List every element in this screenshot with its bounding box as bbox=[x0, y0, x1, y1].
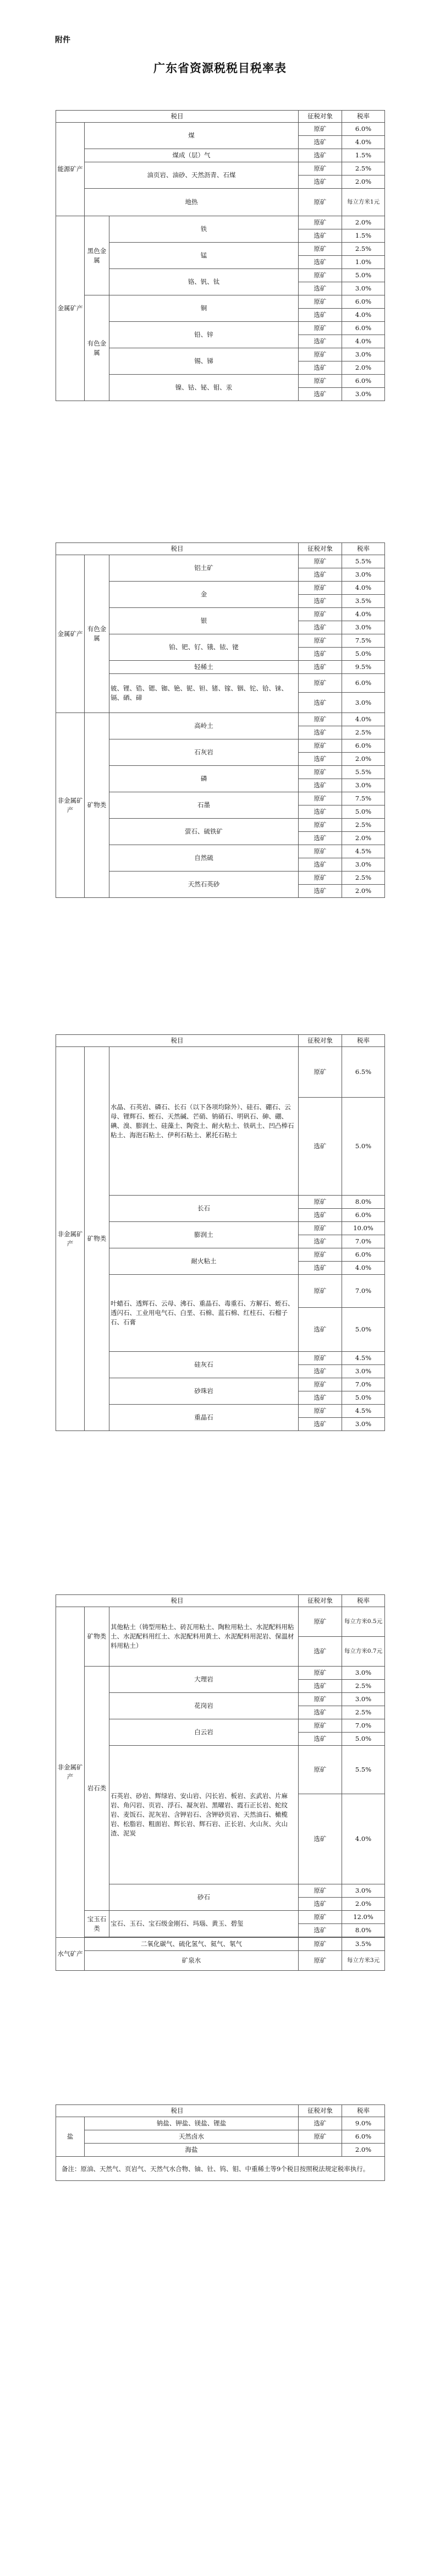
rate-cell: 6.0% bbox=[342, 2130, 385, 2144]
object-cell: 选矿 bbox=[299, 648, 342, 661]
rate-cell: 7.0% bbox=[342, 1235, 385, 1248]
item-name: 钠盐、钾盐、镁盐、锂盐 bbox=[85, 2117, 299, 2130]
category-cell: 能源矿产 bbox=[56, 123, 85, 216]
object-cell: 选矿 bbox=[299, 885, 342, 898]
rate-cell: 5.5% bbox=[342, 766, 385, 779]
header-item: 税目 bbox=[56, 543, 299, 555]
subcategory-cell: 有色金属 bbox=[85, 295, 109, 401]
rate-cell: 3.0% bbox=[342, 282, 385, 295]
rate-cell: 6.0% bbox=[342, 295, 385, 309]
object-cell: 选矿 bbox=[299, 1235, 342, 1248]
rate-cell: 6.0% bbox=[342, 739, 385, 753]
rate-cell: 5.0% bbox=[342, 1308, 385, 1352]
object-cell: 选矿 bbox=[299, 779, 342, 792]
object-cell: 原矿 bbox=[299, 295, 342, 309]
rate-cell: 1.0% bbox=[342, 256, 385, 269]
object-cell: 选矿 bbox=[299, 136, 342, 149]
object-cell: 原矿 bbox=[299, 1378, 342, 1391]
subcategory-cell: 有色金属 bbox=[85, 555, 109, 713]
category-cell: 金属矿产 bbox=[56, 555, 85, 713]
rate-cell: 6.5% bbox=[342, 1047, 385, 1098]
item-name: 石墨 bbox=[109, 792, 299, 819]
subcategory-cell: 宝玉石类 bbox=[85, 1911, 109, 1937]
object-cell: 原矿 bbox=[299, 1719, 342, 1733]
object-cell: 原矿 bbox=[299, 269, 342, 282]
object-cell: 原矿 bbox=[299, 1911, 342, 1924]
object-cell: 原矿 bbox=[299, 766, 342, 779]
item-name: 膨润土 bbox=[109, 1222, 299, 1248]
rate-cell: 4.0% bbox=[342, 582, 385, 595]
rate-cell: 6.0% bbox=[342, 375, 385, 388]
object-cell: 原矿 bbox=[299, 1196, 342, 1209]
object-cell: 选矿 bbox=[299, 595, 342, 608]
object-cell: 选矿 bbox=[299, 1418, 342, 1431]
rate-cell: 6.0% bbox=[342, 674, 385, 693]
item-name: 铅、锌 bbox=[109, 322, 299, 348]
object-cell: 原矿 bbox=[299, 674, 342, 693]
object-cell: 选矿 bbox=[299, 2117, 342, 2130]
category-cell: 非金属矿产 bbox=[56, 713, 85, 898]
rate-cell: 2.5% bbox=[342, 819, 385, 832]
item-name: 锰 bbox=[109, 243, 299, 269]
header-object: 征税对象 bbox=[299, 2105, 342, 2117]
object-cell: 选矿 bbox=[299, 568, 342, 582]
rate-cell: 6.0% bbox=[342, 1248, 385, 1262]
rate-cell: 每立方米1元 bbox=[342, 189, 385, 216]
category-cell: 非金属矿产 bbox=[56, 1607, 85, 1938]
object-cell: 原矿 bbox=[299, 1693, 342, 1706]
rate-cell: 2.5% bbox=[342, 726, 385, 739]
item-name: 白云岩 bbox=[109, 1719, 299, 1746]
object-cell: 原矿 bbox=[299, 1607, 342, 1637]
item-name: 宝石、玉石、宝石级金刚石、玛瑙、黄玉、碧玺 bbox=[109, 1911, 299, 1937]
header-object: 征税对象 bbox=[299, 1595, 342, 1607]
rate-cell: 1.5% bbox=[342, 149, 385, 162]
table-header-row bbox=[56, 2105, 385, 2117]
rate-cell: 4.5% bbox=[342, 1352, 385, 1365]
object-cell: 原矿 bbox=[299, 1667, 342, 1680]
item-name: 萤石、硫铁矿 bbox=[109, 819, 299, 845]
table-header-row bbox=[56, 543, 385, 555]
item-name: 天然石英砂 bbox=[109, 872, 299, 898]
rate-cell: 5.0% bbox=[342, 1098, 385, 1196]
rate-cell: 8.0% bbox=[342, 1196, 385, 1209]
item-name: 石灰岩 bbox=[109, 739, 299, 766]
subcategory-cell: 矿物类 bbox=[85, 713, 109, 898]
item-name: 锡、锑 bbox=[109, 348, 299, 375]
object-cell: 原矿 bbox=[299, 1248, 342, 1262]
rate-cell: 4.0% bbox=[342, 1794, 385, 1884]
rate-cell: 2.0% bbox=[342, 885, 385, 898]
item-name: 地热 bbox=[85, 189, 299, 216]
rate-cell: 5.0% bbox=[342, 805, 385, 819]
rate-cell: 6.0% bbox=[342, 1209, 385, 1222]
object-cell: 选矿 bbox=[299, 1898, 342, 1911]
item-name: 银 bbox=[109, 608, 299, 634]
item-name: 铁 bbox=[109, 216, 299, 243]
item-name: 煤成（层）气 bbox=[85, 149, 299, 162]
rate-cell: 3.0% bbox=[342, 1693, 385, 1706]
rate-cell: 9.0% bbox=[342, 2117, 385, 2130]
object-cell: 原矿 bbox=[299, 243, 342, 256]
rate-cell: 7.0% bbox=[342, 1378, 385, 1391]
object-cell: 原矿 bbox=[299, 1222, 342, 1235]
object-cell: 选矿 bbox=[299, 1794, 342, 1884]
object-cell: 选矿 bbox=[299, 1680, 342, 1693]
rate-cell: 3.0% bbox=[342, 1418, 385, 1431]
object-cell: 选矿 bbox=[299, 1733, 342, 1746]
rate-cell: 3.0% bbox=[342, 348, 385, 361]
object-cell: 选矿 bbox=[299, 256, 342, 269]
rate-cell: 3.0% bbox=[342, 1667, 385, 1680]
header-item: 税目 bbox=[56, 1595, 299, 1607]
rate-cell: 1.5% bbox=[342, 229, 385, 243]
object-cell: 选矿 bbox=[299, 388, 342, 401]
header-item: 税目 bbox=[56, 2105, 299, 2117]
subcategory-cell: 岩石类 bbox=[85, 1667, 109, 1911]
rate-cell: 4.0% bbox=[342, 1262, 385, 1275]
object-cell: 原矿 bbox=[299, 1746, 342, 1794]
rate-cell: 5.5% bbox=[342, 555, 385, 568]
item-name: 自然硫 bbox=[109, 845, 299, 872]
subcategory-cell: 矿物类 bbox=[85, 1047, 109, 1431]
item-name: 轻稀土 bbox=[109, 661, 299, 674]
rate-cell: 2.5% bbox=[342, 243, 385, 256]
rate-cell: 3.0% bbox=[342, 858, 385, 872]
document-title: 广东省资源税税目税率表 bbox=[153, 62, 287, 75]
object-cell: 原矿 bbox=[299, 322, 342, 335]
table-header-row bbox=[56, 1595, 385, 1607]
item-name: 叶蜡石、透辉石、云母、沸石、重晶石、毒重石、方解石、蛭石、透闪石、工业用电气石、白垩、石棉、蓝石棉、红柱石、石榴子石、石膏 bbox=[109, 1275, 299, 1352]
item-name: 天然卤水 bbox=[85, 2130, 299, 2144]
object-cell: 原矿 bbox=[299, 1884, 342, 1898]
item-name: 花岗岩 bbox=[109, 1693, 299, 1719]
subcategory-cell: 矿物类 bbox=[85, 1607, 109, 1667]
rate-cell: 4.5% bbox=[342, 845, 385, 858]
object-cell: 选矿 bbox=[299, 149, 342, 162]
object-cell: 原矿 bbox=[299, 634, 342, 648]
rate-cell: 3.0% bbox=[342, 568, 385, 582]
object-cell: 原矿 bbox=[299, 1951, 342, 1971]
header-item: 税目 bbox=[56, 111, 299, 123]
rate-cell: 4.0% bbox=[342, 335, 385, 348]
object-cell: 选矿 bbox=[299, 1209, 342, 1222]
item-name: 矿泉水 bbox=[85, 1951, 299, 1971]
object-cell: 原矿 bbox=[299, 1405, 342, 1418]
object-cell: 原矿 bbox=[299, 608, 342, 621]
item-name: 海盐 bbox=[85, 2144, 299, 2157]
object-cell: 原矿 bbox=[299, 1275, 342, 1308]
category-cell: 水气矿产 bbox=[56, 1938, 85, 1971]
object-cell: 原矿 bbox=[299, 2130, 342, 2144]
rate-cell: 7.0% bbox=[342, 1719, 385, 1733]
table-header-row bbox=[56, 1035, 385, 1047]
object-cell: 原矿 bbox=[299, 216, 342, 229]
header-rate: 税率 bbox=[342, 1595, 385, 1607]
rate-cell: 2.5% bbox=[342, 1706, 385, 1719]
rate-cell: 2.5% bbox=[342, 1680, 385, 1693]
rate-cell: 3.5% bbox=[342, 1938, 385, 1951]
object-cell: 选矿 bbox=[299, 858, 342, 872]
item-name: 其他粘土（铸型用粘土、砖瓦用粘土、陶粒用粘土、水泥配料用粘土、水泥配料用红土、水泥配料用黄土、水泥配料用泥岩、保温材料用粘土） bbox=[109, 1607, 299, 1667]
object-cell: 选矿 bbox=[299, 335, 342, 348]
tax-table-1 bbox=[56, 110, 385, 401]
rate-cell: 5.0% bbox=[342, 648, 385, 661]
tax-table-5 bbox=[56, 2104, 385, 2181]
rate-cell: 12.0% bbox=[342, 1911, 385, 1924]
item-name: 耐火粘土 bbox=[109, 1248, 299, 1275]
object-cell: 原矿 bbox=[299, 375, 342, 388]
object-cell: 原矿 bbox=[299, 792, 342, 805]
rate-cell: 3.0% bbox=[342, 388, 385, 401]
header-object: 征税对象 bbox=[299, 1035, 342, 1047]
header-item: 税目 bbox=[56, 1035, 299, 1047]
object-cell: 选矿 bbox=[299, 1924, 342, 1937]
rate-cell: 3.0% bbox=[342, 1365, 385, 1378]
subcategory-cell: 黑色金属 bbox=[85, 216, 109, 295]
rate-cell: 4.0% bbox=[342, 309, 385, 322]
category-cell: 金属矿产 bbox=[56, 216, 85, 401]
object-cell: 原矿 bbox=[299, 1047, 342, 1098]
rate-cell: 10.0% bbox=[342, 1222, 385, 1235]
item-name: 水晶、石英岩、磷石、长石（以下各项均除外）、硅石、硼石、云母、锂辉石、蛭石、天然碱、芒硝、钠硝石、明矾石、砷、硼、碘、溴、膨润土、硅藻土、陶瓷土、耐火粘土、铁矾土、凹凸棒石粘土、海泡石粘土、伊利石粘土、累托石粘土 bbox=[109, 1047, 299, 1196]
item-name: 砂石 bbox=[109, 1884, 299, 1911]
tax-table-3 bbox=[56, 1034, 385, 1431]
rate-cell: 2.0% bbox=[342, 2144, 385, 2157]
object-cell: 选矿 bbox=[299, 282, 342, 295]
object-cell: 选矿 bbox=[299, 621, 342, 634]
rate-cell: 6.0% bbox=[342, 123, 385, 136]
object-cell: 选矿 bbox=[299, 1098, 342, 1196]
object-cell: 原矿 bbox=[299, 845, 342, 858]
rate-cell: 6.0% bbox=[342, 322, 385, 335]
rate-cell: 每立方米3元 bbox=[342, 1951, 385, 1971]
object-cell: 原矿 bbox=[299, 348, 342, 361]
object-cell: 原矿 bbox=[299, 713, 342, 726]
rate-cell: 3.5% bbox=[342, 595, 385, 608]
object-cell: 选矿 bbox=[299, 693, 342, 713]
rate-cell: 2.5% bbox=[342, 162, 385, 176]
attachment-label: 附件 bbox=[55, 36, 70, 45]
table-header-row bbox=[56, 111, 385, 123]
item-name: 石英岩、砂岩、辉绿岩、安山岩、闪长岩、板岩、玄武岩、片麻岩、角闪岩、页岩、浮石、凝灰岩、黑曜岩、霞石正长岩、蛇纹岩、麦饭石、泥灰岩、含钾岩石、含钾砂页岩、天然油石、橄榄岩、松脂岩、粗面岩、辉长岩、辉石岩、正长岩、火山灰、火山渣、泥炭 bbox=[109, 1746, 299, 1884]
object-cell: 原矿 bbox=[299, 739, 342, 753]
rate-cell: 5.0% bbox=[342, 1733, 385, 1746]
rate-cell: 每立方米0.5元 bbox=[342, 1607, 385, 1637]
item-name: 砂珠岩 bbox=[109, 1378, 299, 1405]
rate-cell: 4.5% bbox=[342, 1405, 385, 1418]
object-cell bbox=[299, 2144, 342, 2157]
item-name: 硅灰石 bbox=[109, 1352, 299, 1378]
rate-cell: 7.5% bbox=[342, 792, 385, 805]
rate-cell: 4.0% bbox=[342, 136, 385, 149]
rate-cell: 4.0% bbox=[342, 608, 385, 621]
object-cell: 选矿 bbox=[299, 309, 342, 322]
item-name: 铝土矿 bbox=[109, 555, 299, 582]
item-name: 油页岩、油砂、天然沥青、石煤 bbox=[85, 162, 299, 189]
object-cell: 原矿 bbox=[299, 162, 342, 176]
rate-cell: 2.0% bbox=[342, 361, 385, 375]
item-name: 铂、钯、钌、锇、铱、铑 bbox=[109, 634, 299, 661]
item-name: 金 bbox=[109, 582, 299, 608]
object-cell: 选矿 bbox=[299, 1391, 342, 1405]
object-cell: 选矿 bbox=[299, 1637, 342, 1667]
header-object: 征税对象 bbox=[299, 111, 342, 123]
category-cell: 非金属矿产 bbox=[56, 1047, 85, 1431]
header-rate: 税率 bbox=[342, 111, 385, 123]
tax-table-2 bbox=[56, 542, 385, 898]
rate-cell: 2.0% bbox=[342, 216, 385, 229]
rate-cell: 2.0% bbox=[342, 832, 385, 845]
item-name: 磷 bbox=[109, 766, 299, 792]
object-cell: 原矿 bbox=[299, 1938, 342, 1951]
table-note: 备注：原油、天然气、页岩气、天然气水合物、铀、钍、钨、钼、中重稀土等9个税目按照税法规定税率执行。 bbox=[56, 2157, 385, 2181]
header-rate: 税率 bbox=[342, 543, 385, 555]
rate-cell: 5.0% bbox=[342, 1391, 385, 1405]
rate-cell: 5.0% bbox=[342, 269, 385, 282]
header-object: 征税对象 bbox=[299, 543, 342, 555]
item-name: 铜 bbox=[109, 295, 299, 322]
object-cell: 选矿 bbox=[299, 361, 342, 375]
item-name: 大理岩 bbox=[109, 1667, 299, 1693]
object-cell: 选矿 bbox=[299, 726, 342, 739]
rate-cell: 3.0% bbox=[342, 621, 385, 634]
rate-cell: 2.0% bbox=[342, 753, 385, 766]
rate-cell: 2.0% bbox=[342, 176, 385, 189]
header-rate: 税率 bbox=[342, 1035, 385, 1047]
item-name: 高岭土 bbox=[109, 713, 299, 739]
header-rate: 税率 bbox=[342, 2105, 385, 2117]
object-cell: 原矿 bbox=[299, 819, 342, 832]
object-cell: 原矿 bbox=[299, 555, 342, 568]
item-name: 长石 bbox=[109, 1196, 299, 1222]
object-cell: 选矿 bbox=[299, 1706, 342, 1719]
rate-cell: 3.0% bbox=[342, 779, 385, 792]
rate-cell: 2.0% bbox=[342, 1898, 385, 1911]
object-cell: 原矿 bbox=[299, 123, 342, 136]
object-cell: 选矿 bbox=[299, 1262, 342, 1275]
rate-cell: 4.0% bbox=[342, 713, 385, 726]
object-cell: 选矿 bbox=[299, 805, 342, 819]
item-name: 二氧化碳气、硫化氢气、氦气、氡气 bbox=[85, 1938, 299, 1951]
object-cell: 选矿 bbox=[299, 753, 342, 766]
item-name: 重晶石 bbox=[109, 1405, 299, 1431]
item-name: 煤 bbox=[85, 123, 299, 149]
item-name: 铍、锂、锆、锶、铷、铯、铌、钽、锗、镓、铟、铊、铪、铼、镉、硒、碲 bbox=[109, 674, 299, 713]
object-cell: 原矿 bbox=[299, 1352, 342, 1365]
rate-cell: 8.0% bbox=[342, 1924, 385, 1937]
tax-table-4 bbox=[56, 1594, 385, 1971]
rate-cell: 3.0% bbox=[342, 693, 385, 713]
item-name: 镍、钴、铋、钼、汞 bbox=[109, 375, 299, 401]
object-cell: 选矿 bbox=[299, 1308, 342, 1352]
rate-cell: 2.5% bbox=[342, 872, 385, 885]
object-cell: 选矿 bbox=[299, 176, 342, 189]
rate-cell: 7.0% bbox=[342, 1275, 385, 1308]
object-cell: 选矿 bbox=[299, 1365, 342, 1378]
rate-cell: 5.5% bbox=[342, 1746, 385, 1794]
object-cell: 选矿 bbox=[299, 661, 342, 674]
rate-cell: 3.0% bbox=[342, 1884, 385, 1898]
category-cell: 盐 bbox=[56, 2117, 85, 2157]
object-cell: 选矿 bbox=[299, 832, 342, 845]
object-cell: 原矿 bbox=[299, 872, 342, 885]
item-name: 铬、钒、钛 bbox=[109, 269, 299, 295]
rate-cell: 7.5% bbox=[342, 634, 385, 648]
object-cell: 原矿 bbox=[299, 189, 342, 216]
rate-cell: 每立方米0.7元 bbox=[342, 1637, 385, 1667]
object-cell: 原矿 bbox=[299, 582, 342, 595]
rate-cell: 9.5% bbox=[342, 661, 385, 674]
object-cell: 选矿 bbox=[299, 229, 342, 243]
